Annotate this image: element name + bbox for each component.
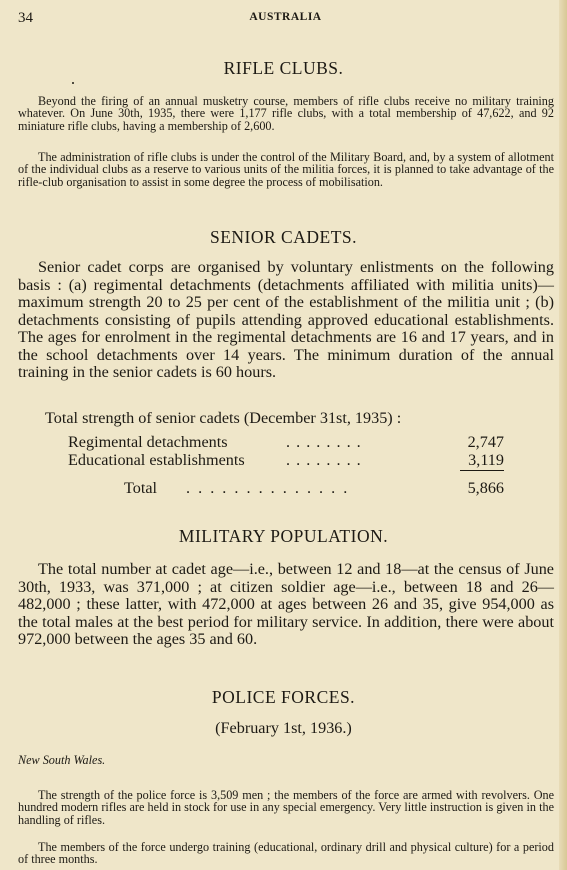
running-title: AUSTRALIA bbox=[249, 11, 322, 23]
police-forces-heading: POLICE FORCES. bbox=[211, 687, 356, 707]
row-label: Educational establishments bbox=[68, 451, 245, 469]
page-number: 34 bbox=[18, 10, 33, 26]
police-paragraph-1: The strength of the police force is 3,509 men ; the members of the force are armed with revolvers. One hundred modern rifles are held in stock for use in any special emergency. Very little instruction is given in the handling of rifles. bbox=[18, 788, 554, 827]
total-row bbox=[68, 479, 504, 497]
total-label: Total bbox=[124, 479, 158, 497]
total-rule bbox=[460, 470, 504, 471]
strength-table bbox=[68, 433, 504, 497]
military-population-heading: MILITARY POPULATION. bbox=[178, 526, 389, 546]
running-head bbox=[18, 10, 553, 28]
police-forces-date: (February 1st, 1936.) bbox=[215, 719, 352, 737]
leader-dots: . . . . . . . . bbox=[286, 433, 362, 451]
state-heading: New South Wales. bbox=[18, 753, 106, 767]
military-population-paragraph: The total number at cadet age—i.e., between 12 and 18—at the census of June 30th, 1933, was 371,000 ; at citizen soldier age—i.e., between 18 and 26—482,000 ; these latter, with 472,000 at ages between 26 and 35, give 954,000 as the total males at the best period for military service. In addition, there were about 972,000 between the ages 35 and 60. bbox=[18, 560, 554, 648]
senior-cadets-heading: SENIOR CADETS. bbox=[209, 227, 357, 247]
total-value: 5,866 bbox=[467, 479, 504, 497]
row-value: 3,119 bbox=[468, 451, 504, 469]
page-edge bbox=[559, 0, 567, 870]
senior-cadets-paragraph: Senior cadet corps are organised by voluntary enlistments on the following basis : (a) regimental detachments (detachments affiliated with militia units)—maximum strength 20 to 25 per cent of the establishment of the militia unit ; (b) detachments consisting of pupils attending approved educational establishments. The ages for enrolment in the regimental detachments are 16 and 17 years, and in the school detachments over 14 years. The minimum duration of the annual training in the senior cadets is 60 hours. bbox=[18, 258, 554, 381]
leader-dots: . . . . . . . . bbox=[286, 451, 362, 469]
row-label: Regimental detachments bbox=[68, 433, 228, 451]
ink-dot bbox=[72, 82, 74, 84]
row-value: 2,747 bbox=[467, 433, 504, 451]
police-paragraph-2: The members of the force undergo training (educational, ordinary drill and physical culture) for a period of three months. bbox=[18, 840, 554, 867]
rifle-clubs-paragraph-2: The administration of rifle clubs is under the control of the Military Board, and, by a system of allotment of the individual clubs as a reserve to various units of the militia forces, it is planned to take advantage of the rifle-club organisation to assist in some degree the process of mobilisation. bbox=[18, 150, 554, 189]
table-row bbox=[68, 451, 504, 469]
leader-dots: . . . . . . . . . . . . . . bbox=[186, 479, 350, 497]
rifle-clubs-paragraph-1: Beyond the firing of an annual musketry course, members of rifle clubs receive no military training whatever. On June 30th, 1935, there were 1,177 rifle clubs, with a total membership of 47,622, and 92 miniature rifle clubs, having a membership of 2,600. bbox=[18, 94, 554, 133]
table-row bbox=[68, 433, 504, 451]
rifle-clubs-heading: RIFLE CLUBS. bbox=[223, 58, 344, 78]
strength-title: Total strength of senior cadets (December 31st, 1935) : bbox=[45, 409, 402, 427]
